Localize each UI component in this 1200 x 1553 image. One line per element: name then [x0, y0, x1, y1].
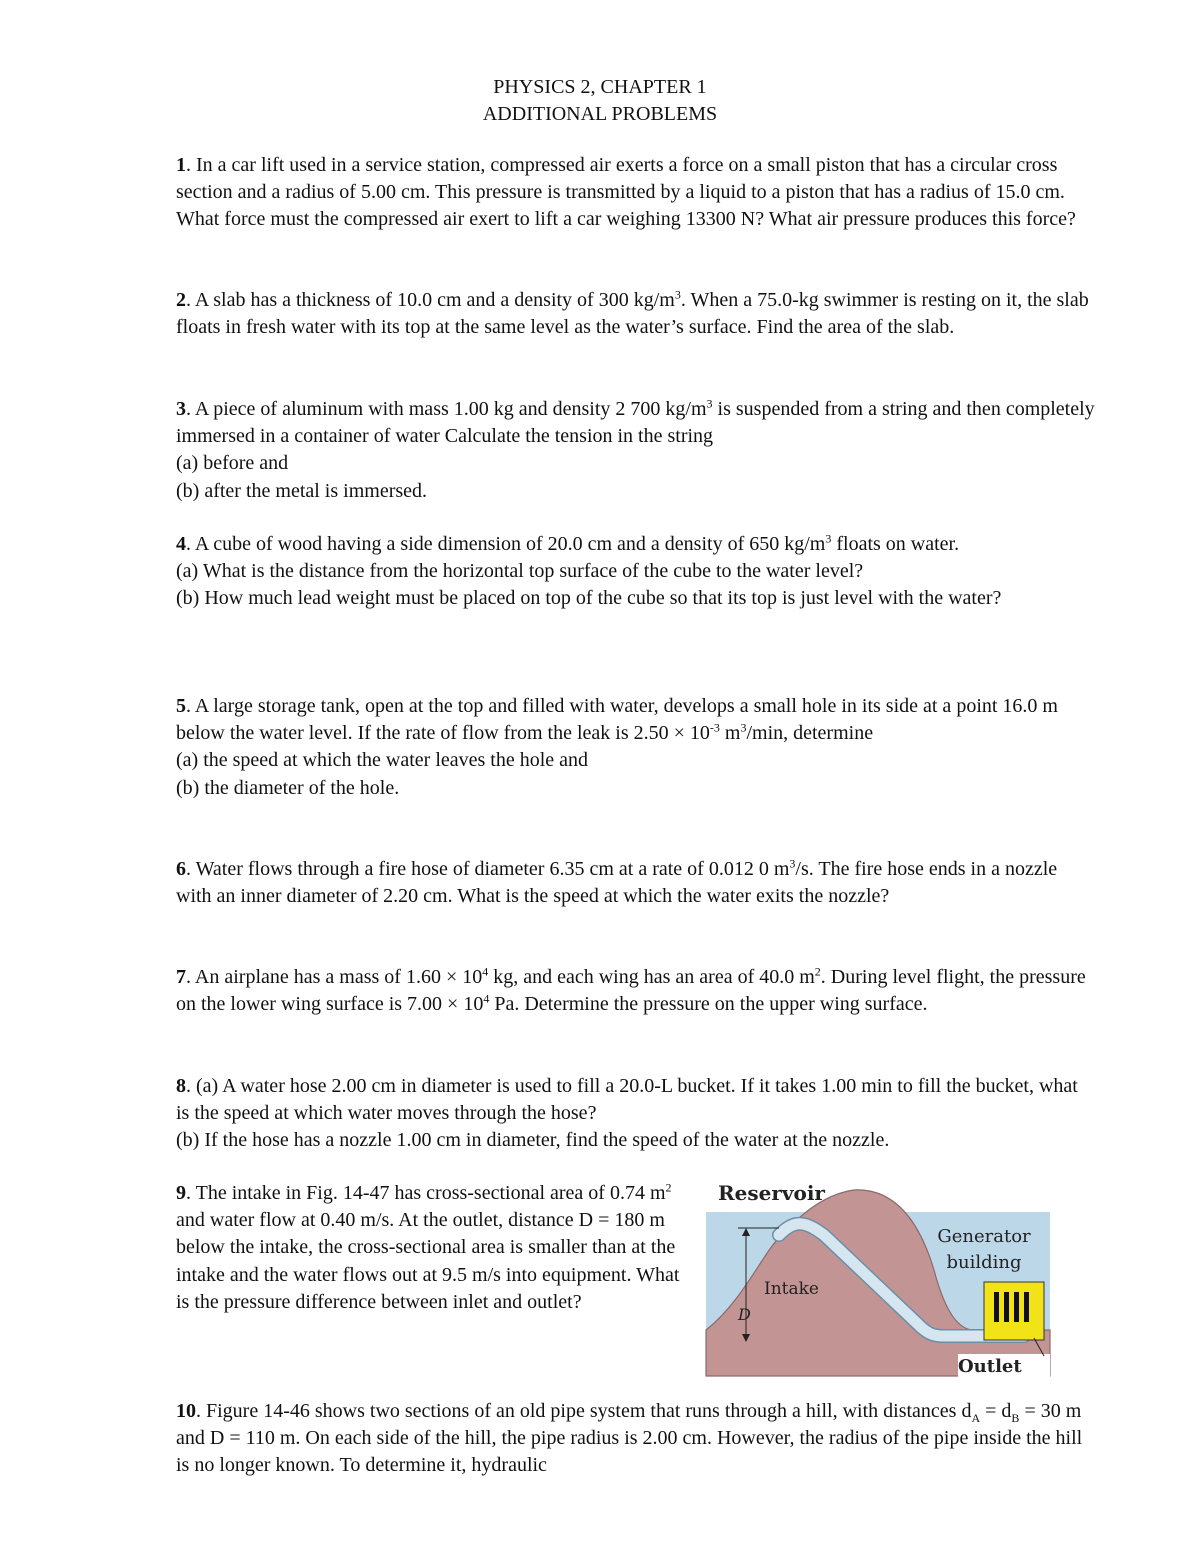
subscript: A: [971, 1411, 981, 1425]
problem-segment: . When a 75.0-kg swimmer is resting on it, the slab floats in fresh water with its top at the same level as the water’s surface. Find the area of the slab.: [176, 289, 1089, 339]
problem-segment: and water flow at 0.40 m/s. At the outlet, distance D = 180 m below the intake, the cross-sectional area is smaller than at the intake and the water flows out at 9.5 m/s into equipment. What is the pressure difference between inlet and outlet?: [176, 1209, 680, 1313]
problem-segment: (a) before and: [176, 452, 289, 475]
problem-number: 2: [176, 289, 186, 311]
superscript: 3: [674, 287, 681, 302]
superscript: 4: [482, 964, 489, 979]
problem-7: [176, 964, 1096, 1018]
problem-text: 6. Water flows through a fire hose of diameter 6.35 cm at a rate of 0.012 0 $m^3/s$. The fire hose ends in a nozzle with an inner diameter of 2.20 cm. What is the speed at which the water exits the nozzle?: [176, 856, 1058, 908]
problem-segment: A large storage tank, open at the top and filled with water, develops a small hole in its side at a point 16.0 m below the water level. If the rate of flow from the leak is 2.50 × 10: [176, 695, 1058, 745]
problem-segment: An airplane has a mass of 1.60 × 10: [194, 966, 483, 988]
problem-segment: In a car lift used in a service station, compressed air exerts a force on a small piston that has a circular cross section and a radius of 5.00 cm. This pressure is transmitted by a liquid to a piston that has a radius of 15.0 cm. What force must the compressed air exert to lift a car weighing 13300 N? What air pressure produces this force?: [176, 154, 1076, 231]
problem-segment: /min, determine: [746, 722, 874, 745]
distance-d-label: D: [738, 1305, 751, 1324]
superscript: 4: [483, 991, 490, 1006]
problem-segment: m: [719, 722, 741, 745]
problem-segment: (b) after the metal is immersed.: [176, 479, 428, 502]
problem-segment: Figure 14-46 shows two sections of an old pipe system that runs through a hill, with distances d: [206, 1400, 972, 1422]
problem-5: [176, 693, 1096, 802]
problem-number: 9: [176, 1182, 186, 1204]
problem-9: [176, 1180, 696, 1316]
page-title: PHYSICS 2, CHAPTER 1: [493, 76, 707, 98]
generator-label: Generator: [937, 1226, 1031, 1247]
problem-number: 7: [176, 966, 186, 988]
problem-segment: Pa. Determine the pressure on the upper wing surface.: [489, 993, 928, 1016]
problem-segment: A piece of aluminum with mass 1.00 kg and density 2 700 kg/m: [194, 398, 707, 420]
superscript: -3: [709, 720, 720, 735]
subscript: B: [1011, 1411, 1020, 1425]
problem-text: 1. In a car lift used in a service station, compressed air exerts a force on a small piston that has a circular cross section and a radius of 5.00 cm. This pressure is transmitted by a liquid to a piston that has a radius of 15.0 cm. What force must the compressed air exert to lift a car weighing 13300 N? What air pressure produces this force?: [176, 154, 1076, 231]
problem-segment: (b) If the hose has a nozzle 1.00 cm in diameter, find the speed of the water at the nozzle.: [176, 1129, 890, 1152]
superscript: 3: [706, 396, 713, 411]
superscript: 3: [740, 720, 747, 735]
problem-segment: The intake in Fig. 14-47 has cross-sectional area of 0.74 m: [195, 1182, 666, 1204]
superscript: 2: [814, 964, 821, 979]
problem-segment: (b) the diameter of the hole.: [176, 776, 400, 799]
problem-text: 7. An airplane has a mass of $1.60 \times 10^4$ kg, and each wing has an area of 40.0 $m^2$. During level flight, the pressure on the lower wing surface is $7.00 \times 10^4$ Pa. Determine the pressure on the upper wing surface.: [176, 964, 1086, 1016]
superscript: 3: [789, 856, 796, 871]
problem-segment: /s. The fire hose ends in a nozzle with an inner diameter of 2.20 cm. What is the speed at which the water exits the nozzle?: [176, 858, 1058, 908]
problem-segment: (a) What is the distance from the horizontal top surface of the cube to the water level?: [176, 560, 864, 583]
problem-8: [176, 1073, 1096, 1155]
problem-10: [176, 1398, 1096, 1480]
problem-segment: is suspended from a string and then completely immersed in a container of water Calculate the tension in the string: [176, 398, 1095, 448]
intake-label: Intake: [764, 1279, 819, 1299]
problem-text: 2. A slab has a thickness of 10.0 cm and a density of 300 $kg/m^3$. When a 75.0-kg swimmer is resting on it, the slab floats in fresh water with its top at the same level as the water’s surface. Find the area of the slab.: [176, 287, 1089, 339]
problem-segment: . During level flight, the pressure on the lower wing surface is 7.00 × 10: [176, 966, 1086, 1016]
problem-4: [176, 531, 1096, 613]
building-label: building: [946, 1252, 1022, 1273]
problem-text: 10. Figure 14-46 shows two sections of an old pipe system that runs through a hill, with distances $d_A = d_B = 30$ m and D = 110 m. On each side of the hill, the pipe radius is 2.00 cm. However, the radius of the pipe inside the hill is no longer known. To determine it, hydraulic: [176, 1400, 1083, 1477]
problem-segment: A cube of wood having a side dimension of 20.0 cm and a density of 650 kg/m: [194, 533, 826, 555]
outlet-label: Outlet: [958, 1356, 1022, 1377]
problem-1: [176, 152, 1096, 234]
problem-number: 6: [176, 858, 186, 880]
problem-segment: (a) A water hose 2.00 cm in diameter is used to fill a 20.0-L bucket. If it takes 1.00 min to fill the bucket, what is the speed at which water moves through the hose?: [176, 1075, 1078, 1125]
problem-text: 4. A cube of wood having a side dimension of 20.0 cm and a density of 650 $kg/m^3$ floats on water. (a) What is the distance from the horizontal top surface of the cube to the water level? (b) How much lead weight must be placed on top of the cube so that its top is just level with the water?: [176, 531, 1002, 610]
problem-number: 3: [176, 398, 186, 420]
problem-3: [176, 396, 1096, 505]
reservoir-label: Reservoir: [718, 1181, 825, 1205]
problem-segment: (a) the speed at which the water leaves the hole and: [176, 749, 589, 772]
reservoir-figure: [704, 1180, 1054, 1380]
problem-segment: = d: [980, 1400, 1012, 1422]
problem-segment: = 30 m and D = 110 m. On each side of the hill, the pipe radius is 2.00 cm. However, the radius of the pipe inside the hill is no longer known. To determine it, hydraulic: [176, 1400, 1083, 1477]
problem-number: 8: [176, 1075, 186, 1097]
page-subtitle: ADDITIONAL PROBLEMS: [482, 103, 718, 125]
problem-2: [176, 287, 1096, 341]
superscript: 2: [665, 1180, 672, 1195]
problem-text: 3. A piece of aluminum with mass 1.00 kg and density 2 700 $kg/m^3$ is suspended from a string and then completely immersed in a container of water Calculate the tension in the string (a) before and (b) after the metal is immersed.: [176, 396, 1095, 502]
problem-number: 4: [176, 533, 186, 555]
problem-text: 8. (a) A water hose 2.00 cm in diameter is used to fill a 20.0-L bucket. If it takes 1.00 min to fill the bucket, what is the speed at which water moves through the hose? (b) If the hose has a nozzle 1.00 cm in diameter, find the speed of the water at the nozzle.: [176, 1075, 1078, 1152]
problem-segment: floats on water.: [831, 533, 960, 555]
problem-number: 5: [176, 695, 186, 717]
problem-number: 1: [176, 154, 186, 176]
problem-text: 5. A large storage tank, open at the top and filled with water, develops a small hole in its side at a point 16.0 m below the water level. If the rate of flow from the leak is $2.50 \times 10^{-3}$ $m^3/\min$, determine (a) the speed at which the water leaves the hole and (b) the diameter of the hole.: [176, 695, 1058, 799]
superscript: 3: [825, 531, 832, 546]
problem-6: [176, 856, 1096, 910]
problem-segment: (b) How much lead weight must be placed on top of the cube so that its top is just level with the water?: [176, 587, 1002, 610]
problem-segment: A slab has a thickness of 10.0 cm and a density of 300 kg/m: [194, 289, 675, 311]
problem-segment: kg, and each wing has an area of 40.0 m: [488, 966, 815, 988]
problem-number: 10: [176, 1400, 196, 1422]
problem-text: 9. The intake in Fig. 14-47 has cross-sectional area of 0.74 $m^2$ and water flow at 0.40 m/s. At the outlet, distance D = 180 m below the intake, the cross-sectional area is smaller than at the intake and the water flows out at 9.5 m/s into equipment. What is the pressure difference between inlet and outlet?: [176, 1180, 680, 1313]
problem-segment: Water flows through a fire hose of diameter 6.35 cm at a rate of 0.012 0 m: [195, 858, 790, 880]
